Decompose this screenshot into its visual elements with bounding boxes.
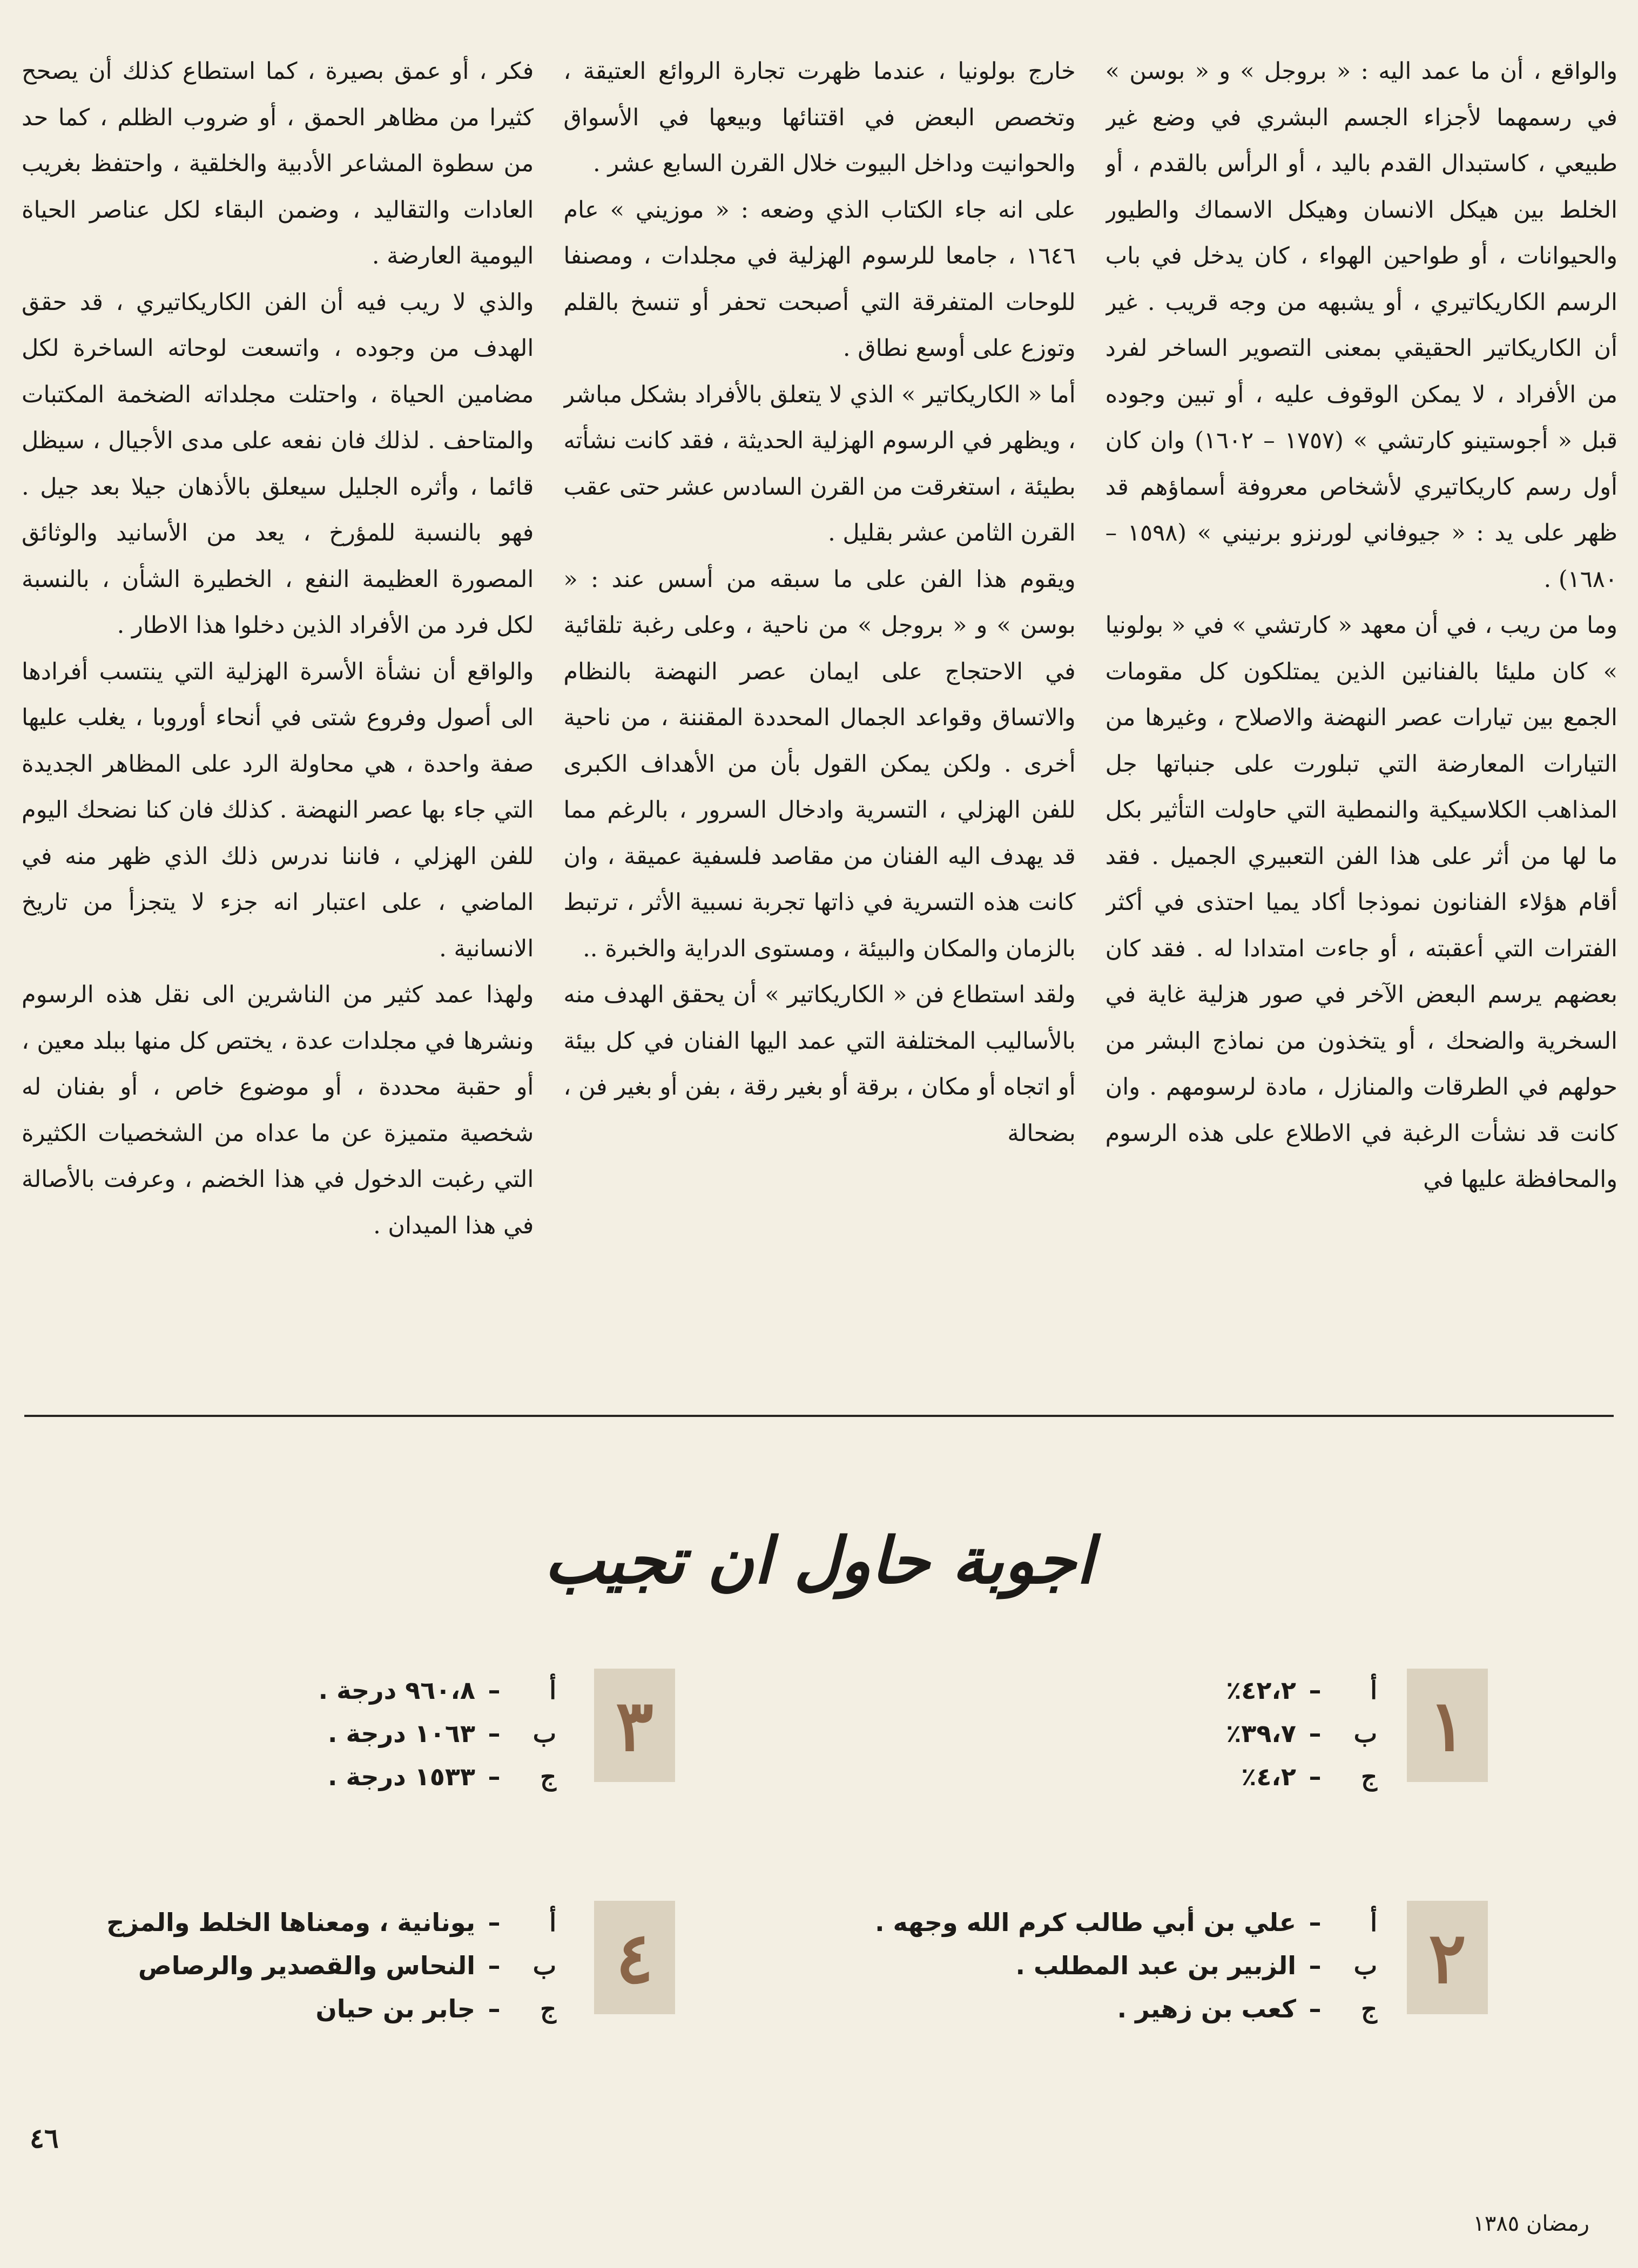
answer-text: النحاس والقصدير والرصاص <box>138 1951 475 1980</box>
answer-number-box: ١ <box>1407 1669 1488 1782</box>
article-paragraph: خارج بولونيا ، عندما ظهرت تجارة الروائع العتيقة ، وتخصص البعض في اقتنائها وبيعها في الأسواق والحوانيت وداخل البيوت خلال القرن السابع عشر . <box>563 58 1076 177</box>
answer-letter: ج <box>540 1762 556 1791</box>
answer-text: كعب بن زهير . <box>1117 1994 1296 2023</box>
answer-number-box: ٢ <box>1407 1901 1488 2014</box>
answer-item: أ – ٤٢،٢٪ <box>1226 1676 1377 1705</box>
answer-text: ٤،٢٪ <box>1241 1762 1296 1791</box>
answer-item: ب – ٣٩،٧٪ <box>1226 1719 1377 1748</box>
article-paragraph: والواقع أن نشأة الأسرة الهزلية التي ينتسب أفرادها الى أصول وفروع شتى في أنحاء أوروبا ، يغلب عليها صفة واحدة ، هي محاولة الرد على المظاهر الجديدة التي جاء بها عصر النهضة . كذلك فان كنا نضحك اليوم للفن الهزلي ، فاننا ندرس ذلك الذي ظهر منه في الماضي ، على اعتبار انه جزء لا يتجزأ من تاريخ الانسانية . <box>22 658 534 962</box>
issue-date: رمضان ١٣٨٥ <box>1473 2211 1589 2236</box>
answer-text: يونانية ، ومعناها الخلط والمزج <box>106 1908 475 1937</box>
article-paragraph: فكر ، أو عمق بصيرة ، كما استطاع كذلك أن يصحح كثيرا من مظاهر الحمق ، أو ضروب الظلم ، كما حد من سطوة المشاعر الأدبية والخلقية ، واحتفظ بغريب العادات والتقاليد ، وضمن البقاء لكل عناصر الحياة اليومية العارضة . <box>22 58 534 269</box>
answer-list <box>875 1901 1377 2030</box>
answer-text: ١٥٣٣ درجة . <box>328 1762 475 1791</box>
article-paragraph: ولهذا عمد كثير من الناشرين الى نقل هذه الرسوم ونشرها في مجلدات عدة ، يختص كل منها ببلد معين ، أو حقبة محددة ، أو موضوع خاص ، أو بفنان له شخصية متميزة عن ما عداه من الشخصيات الكثيرة التي رغبت الدخول في هذا الخضم ، وعرفت بالأصالة في هذا الميدان . <box>22 981 534 1239</box>
answer-item: ب – الزبير بن عبد المطلب . <box>1015 1951 1377 1980</box>
answer-item: ج – جابر بن حيان <box>315 1994 556 2023</box>
answer-list <box>1226 1669 1377 1798</box>
answer-block-4 <box>106 1901 670 2030</box>
answer-text: جابر بن حيان <box>315 1994 475 2023</box>
answer-letter: أ <box>549 1908 556 1937</box>
answer-letter: أ <box>549 1676 556 1705</box>
answer-item: ج – ١٥٣٣ درجة . <box>328 1762 556 1791</box>
article-paragraph: والواقع ، أن ما عمد اليه : « بروجل » و « بوسن » في رسمهما لأجزاء الجسم البشري في وضع غير طبيعي ، كاستبدال القدم باليد ، أو الرأس بالقدم ، أو الخلط بين هيكل الانسان وهيكل الاسماك والطيور والحيوانات ، أو طواحين الهواء ، كان يدخل في باب الرسم الكاريكاتيري ، أو يشبهه من وجه قريب . غير أن الكاريكاتير الحقيقي بمعنى التصوير الساخر لفرد من الأفراد ، لا يمكن الوقوف عليه ، أو تبين وجوده قبل « أجوستينو كارتشي » (١٧٥٧ – ١٦٠٢) وان كان أول رسم كاريكاتيري لأشخاص معروفة أسماؤهم قد ظهر على يد : « جيوفاني لورنزو برنيني » (١٥٩٨ – ١٦٨٠) . <box>1105 58 1617 593</box>
answer-letter: أ <box>1370 1676 1377 1705</box>
answer-letter: ب <box>1353 1951 1377 1980</box>
answer-text: علي بن أبي طالب كرم الله وجهه . <box>875 1908 1296 1937</box>
answer-text: ٣٩،٧٪ <box>1226 1719 1296 1748</box>
answer-item: أ – يونانية ، ومعناها الخلط والمزج <box>106 1908 556 1937</box>
answer-letter: ب <box>532 1719 556 1748</box>
article-column-3 <box>22 49 534 1336</box>
answer-item: أ – علي بن أبي طالب كرم الله وجهه . <box>875 1908 1377 1937</box>
article-paragraph: ولقد استطاع فن « الكاريكاتير » أن يحقق الهدف منه بالأساليب المختلفة التي عمد اليها الفنان في كل بيئة أو اتجاه أو مكان ، برقة أو بغير رقة ، بفن أو بغير فن ، بضحالة <box>563 981 1076 1147</box>
answer-letter: ج <box>540 1994 556 2023</box>
answer-list <box>106 1901 556 2030</box>
page-number: ٤٦ <box>30 2122 59 2154</box>
article-paragraph: ويقوم هذا الفن على ما سبقه من أسس عند : « بوسن » و « بروجل » من ناحية ، وعلى رغبة تلقائية في الاحتجاج على ايمان عصر النهضة بالنظام والاتساق وقواعد الجمال المحددة المقننة ، من ناحية أخرى . ولكن يمكن القول بأن من الأهداف الكبرى للفن الهزلي ، التسرية وادخال السرور ، بالرغم مما قد يهدف اليه الفنان من مقاصد فلسفية عميقة ، وان كانت هذه التسرية في ذاتها تجربة نسبية الأثر ، ترتبط بالزمان والمكان والبيئة ، ومستوى الدراية والخبرة .. <box>563 565 1076 962</box>
answer-item: أ – ٩٦٠،٨ درجة . <box>318 1676 556 1705</box>
answer-text: الزبير بن عبد المطلب . <box>1015 1951 1296 1980</box>
answer-block-2 <box>810 1901 1488 2030</box>
answer-list <box>319 1669 556 1798</box>
answer-item: ب – ١٠٦٣ درجة . <box>328 1719 556 1748</box>
answer-letter: ج <box>1361 1994 1377 2023</box>
answer-item: ج – ٤،٢٪ <box>1241 1762 1377 1791</box>
answer-item: ب – النحاس والقصدير والرصاص <box>138 1951 556 1980</box>
article-paragraph: وما من ريب ، في أن معهد « كارتشي » في « بولونيا » كان مليئا بالفنانين الذين يمتلكون كل مقومات الجمع بين تيارات عصر النهضة والاصلاح ، وغيرها من التيارات المعارضة التي تبلورت على جنباتها جل المذاهب الكلاسيكية والنمطية التي حاولت التأثير بكل ما لها من أثر على هذا الفن التعبيري الجميل . فقد أقام هؤلاء الفنانون نموذجا أكاد يميا احتذى في أكثر الفترات التي أعقبته ، أو جاءت امتدادا له . فقد كان بعضهم يرسم البعض الآخر في صور هزلية غاية في السخرية والضحك ، أو يتخذون من نماذج البشر من حولهم في الطرقات والمنازل ، مادة لرسومهم . وان كانت قد نشأت الرغبة في الاطلاع على هذه الرسوم والمحافظة عليها في <box>1105 612 1617 1193</box>
article-column-1 <box>1106 49 1617 1336</box>
answer-text: ٩٦٠،٨ درجة . <box>318 1676 475 1705</box>
answer-number-box: ٣ <box>594 1669 675 1782</box>
answer-letter: أ <box>1370 1908 1377 1937</box>
section-divider <box>24 1415 1614 1417</box>
answer-letter: ب <box>1353 1719 1377 1748</box>
answer-block-1 <box>948 1669 1488 1798</box>
answer-text: ١٠٦٣ درجة . <box>328 1719 475 1748</box>
article-paragraph: والذي لا ريب فيه أن الفن الكاريكاتيري ، قد حقق الهدف من وجوده ، واتسعت لوحاته الساخرة لكل مضامين الحياة ، واحتلت مجلداته الضخمة المكتبات والمتاحف . لذلك فان نفعه على مدى الأجيال ، سيظل قائما ، وأثره الجليل سيعلق بالأذهان جيلا بعد جيل . فهو بالنسبة للمؤرخ ، يعد من الأسانيد والوثائق المصورة العظيمة النفع ، الخطيرة الشأن ، بالنسبة لكل فرد من الأفراد الذين دخلوا هذا الاطار . <box>22 288 534 639</box>
article-column-2 <box>563 49 1075 1336</box>
answer-item: ج – كعب بن زهير . <box>1117 1994 1377 2023</box>
answers-title: اجوبة حاول ان تجيب <box>544 1523 1094 1598</box>
answer-block-3 <box>319 1669 670 1798</box>
answer-letter: ب <box>532 1951 556 1980</box>
answer-number-box: ٤ <box>594 1901 675 2014</box>
answer-letter: ج <box>1361 1762 1377 1791</box>
answer-text: ٤٢،٢٪ <box>1226 1676 1296 1705</box>
article-columns <box>22 49 1617 1336</box>
article-paragraph: أما « الكاريكاتير » الذي لا يتعلق بالأفراد بشكل مباشر ، ويظهر في الرسوم الهزلية الحديثة ، فقد كانت نشأته بطيئة ، استغرقت من القرن السادس عشر حتى عقب القرن الثامن عشر بقليل . <box>563 381 1076 546</box>
article-paragraph: على انه جاء الكتاب الذي وضعه : « موزيني » عام ١٦٤٦ ، جامعا للرسوم الهزلية في مجلدات ، ومصنفا للوحات المتفرقة التي أصبحت تحفر أو تنسخ بالقلم وتوزع على أوسع نطاق . <box>563 196 1076 362</box>
